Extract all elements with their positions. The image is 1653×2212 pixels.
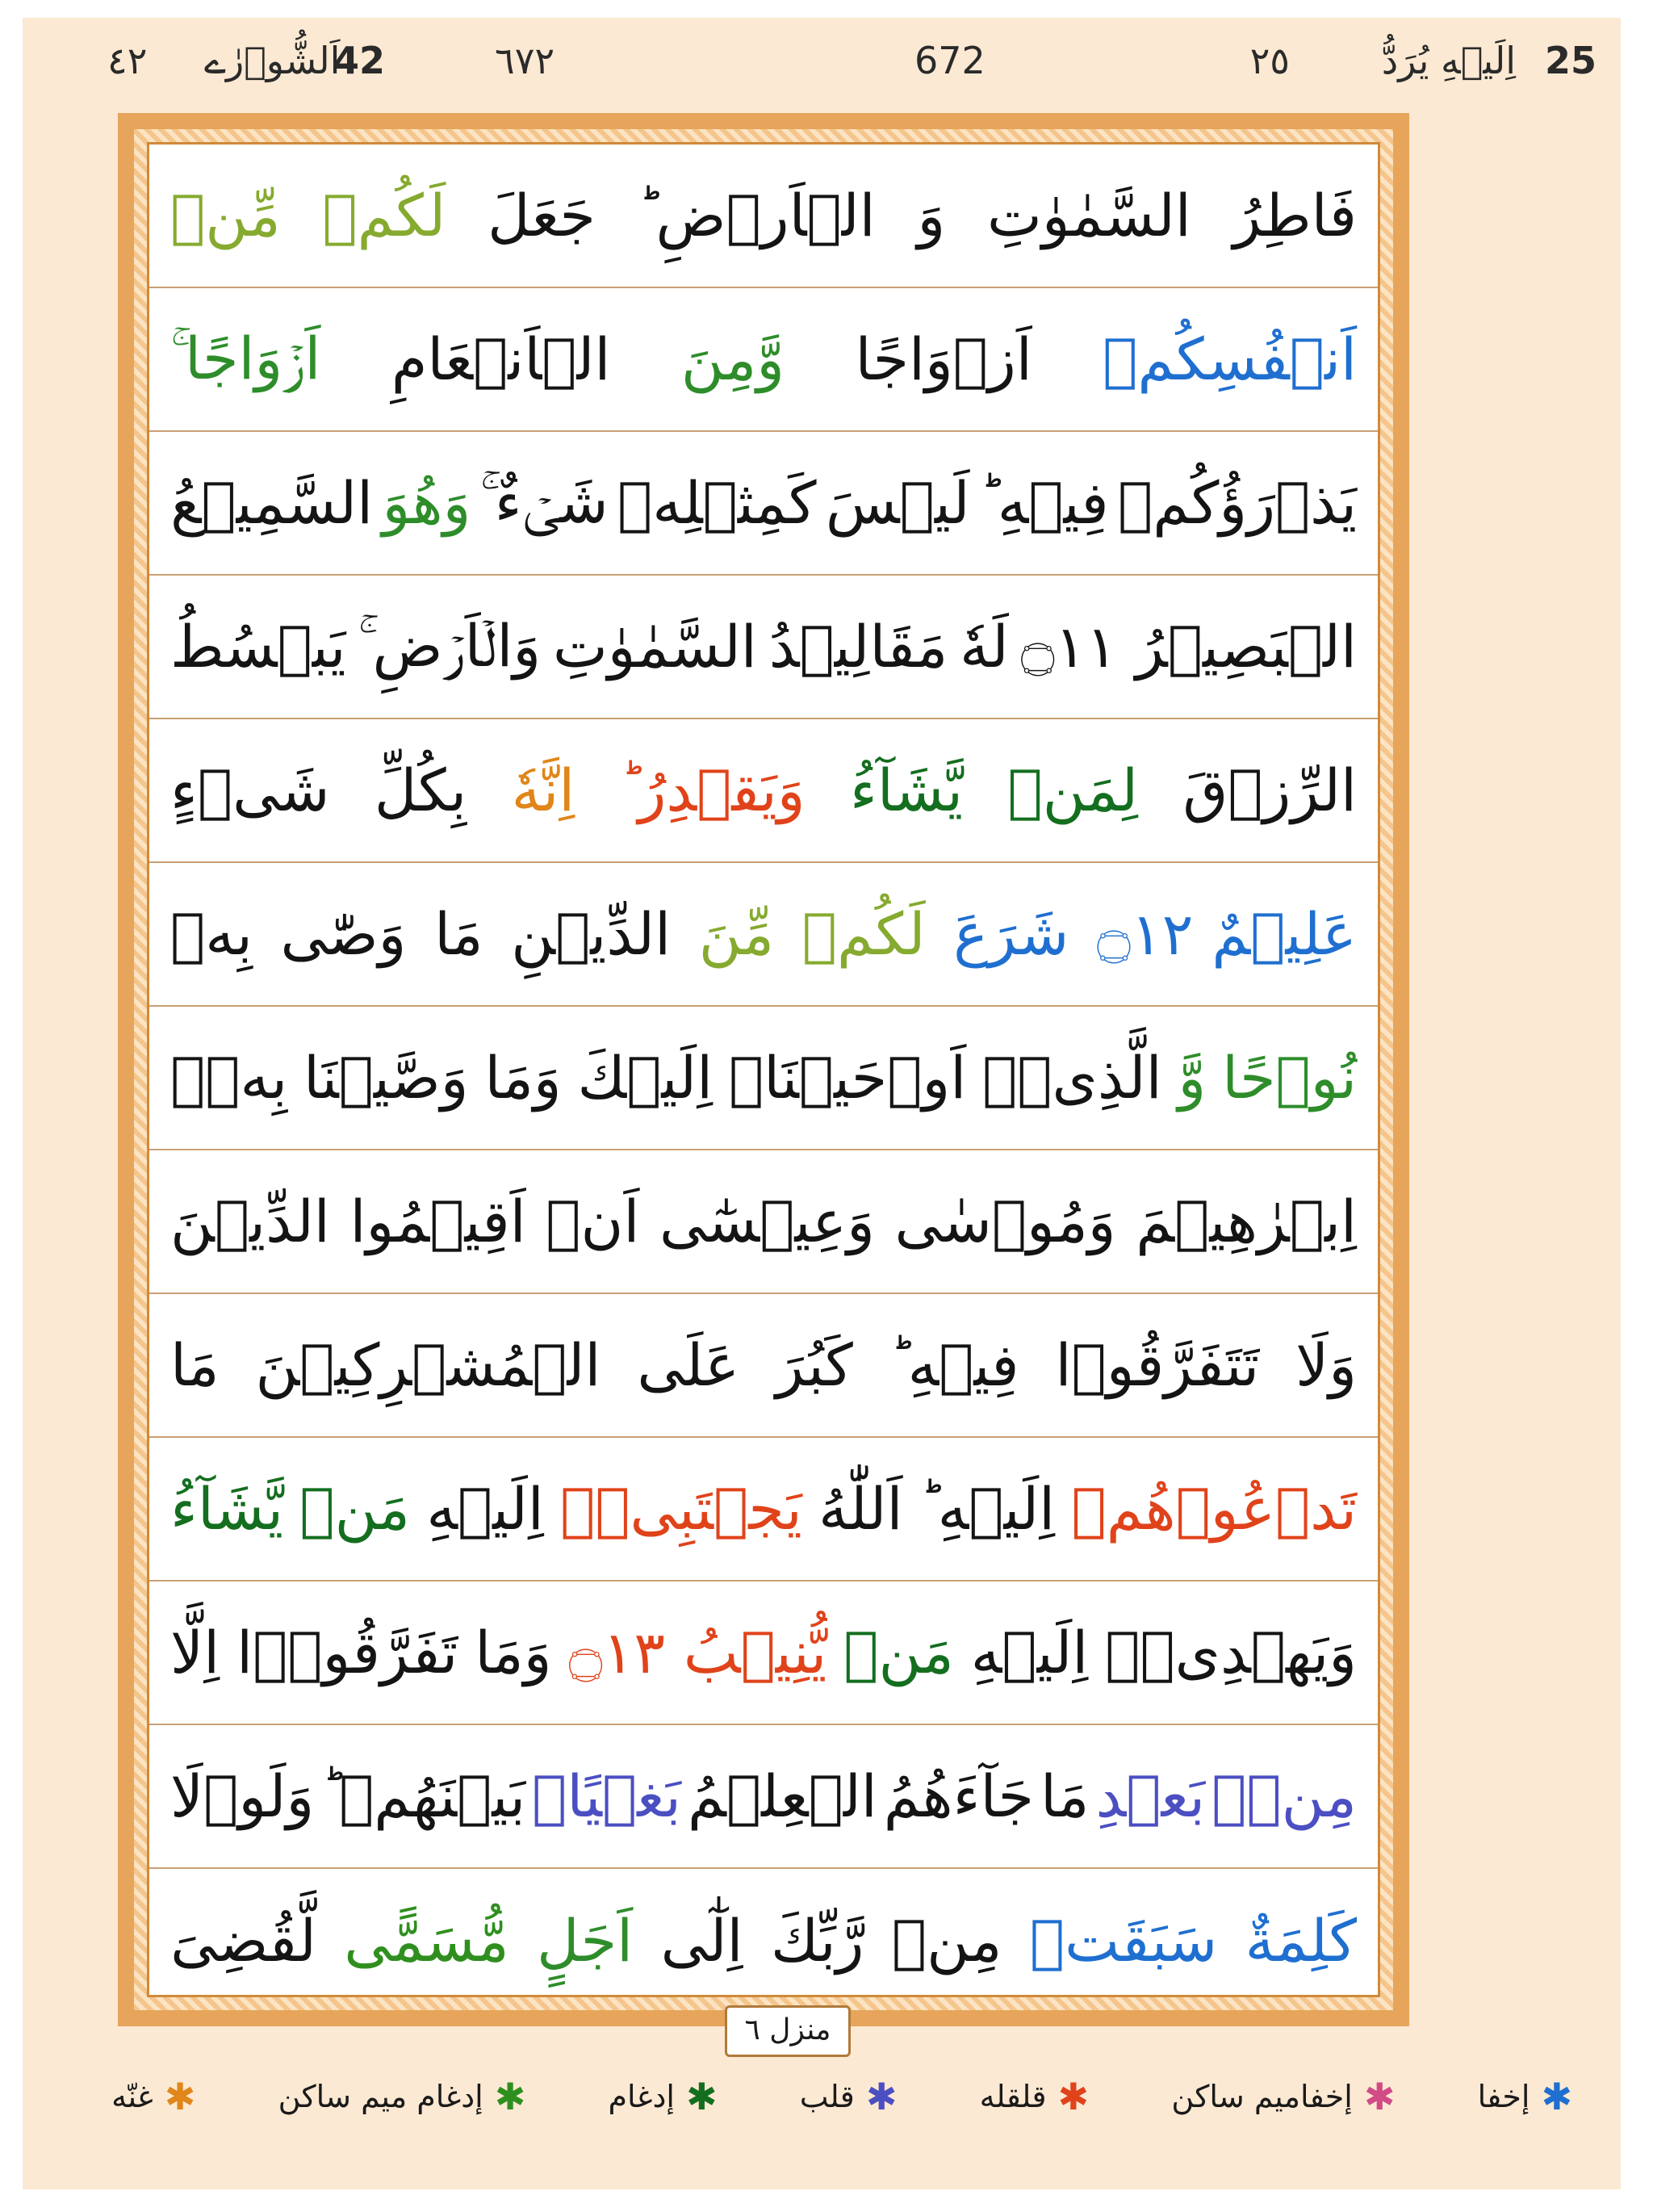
manzil-label: منزل ٦ — [725, 2005, 851, 2057]
star-icon: ✱ — [865, 2075, 898, 2118]
quran-page — [23, 18, 1621, 2189]
juz-number-arabic: ٢٥ — [1249, 39, 1290, 82]
verse-line: وَيَهۡدِىۡۤ اِلَيۡهِ مَنۡ يُّنِيۡبُ ۝١٣ وَمَا تَفَرَّقُوۡۤا اِلَّا — [149, 1581, 1378, 1725]
star-icon: ✱ — [1363, 2075, 1396, 2118]
verse-line: مِنۡۢ بَعۡدِ مَا جَآءَهُمُ الۡعِلۡمُ بَغۡيًاۢ بَيۡنَهُمۡ ؕ وَلَوۡلَا — [149, 1725, 1378, 1869]
verse-line: نُوۡحًا وَّ الَّذِىۡۤ اَوۡحَيۡنَاۤ اِلَيۡكَ وَمَا وَصَّيۡنَا بِهٖۤ — [149, 1007, 1378, 1150]
legend-item: ✱ إخفاميم ساكن — [1171, 2075, 1396, 2118]
verse-line: تَدۡعُوۡهُمۡ اِلَيۡهِ ؕ اَللّٰهُ يَجۡتَبِىۡۤ اِلَيۡهِ مَنۡ يَّشَآءُ — [149, 1438, 1378, 1581]
star-icon: ✱ — [164, 2075, 196, 2118]
ornamental-frame — [118, 113, 1409, 2026]
star-icon: ✱ — [494, 2075, 526, 2118]
page-header — [23, 32, 1621, 97]
verse-line: عَلِيۡمٌ ۝١٢ شَرَعَ لَكُمۡ مِّنَ الدِّيۡنِ مَا وَصّٰى بِهٖ — [149, 863, 1378, 1007]
juz-name: اِلَيۡهِ يُرَدُّ — [1381, 39, 1516, 82]
surah-number-arabic: ٤٢ — [107, 39, 148, 82]
verse-line: كَلِمَةٌ سَبَقَتۡ مِنۡ رَّبِّكَ اِلٰٓى اَجَلٍ مُّسَمًّى لَّقُضِىَ — [170, 1907, 1357, 1975]
verse-line: اَنۡفُسِكُمۡ اَزۡوَاجًا وَّمِنَ الۡاَنۡعَامِ اَزۡوَاجًا ۚ — [149, 288, 1378, 432]
verse-block — [147, 142, 1380, 1997]
star-icon: ✱ — [1541, 2075, 1572, 2118]
verse-line: فَاطِرُ السَّمٰوٰتِ وَ الۡاَرۡضِ ؕ جَعَلَ لَكُمۡ مِّنۡ — [149, 145, 1378, 288]
juz-number: 25 — [1544, 39, 1597, 82]
legend-item: ✱ غنّه — [111, 2075, 196, 2118]
verse-line: وَلَا تَتَفَرَّقُوۡا فِيۡهِ ؕ كَبُرَ عَلَى الۡمُشۡرِكِيۡنَ مَا — [149, 1294, 1378, 1438]
verse-line: الرِّزۡقَ لِمَنۡ يَّشَآءُ وَيَقۡدِرُ ؕ اِنَّهٗ بِكُلِّ شَىۡءٍ — [149, 719, 1378, 863]
legend-item: ✱ إدغام ميم ساكن — [278, 2075, 526, 2118]
star-icon: ✱ — [1057, 2075, 1090, 2118]
legend-item: ✱ قلب — [799, 2075, 898, 2118]
page-number: 672 — [914, 39, 986, 82]
verse-line: يَذۡرَؤُكُمۡ فِيۡهِ ؕ لَيۡسَ كَمِثۡلِهٖ شَىۡءٌ ۚ وَهُوَ السَّمِيۡعُ — [149, 432, 1378, 576]
page-number-arabic: ٦٧٢ — [495, 39, 555, 82]
surah-name: اَلشُّوۡرٰے — [204, 39, 341, 82]
legend-item: ✱ قلقله — [979, 2075, 1090, 2118]
tajweed-legend — [23, 2068, 1621, 2125]
legend-item: ✱ إخفا — [1477, 2075, 1572, 2118]
star-icon: ✱ — [686, 2075, 718, 2118]
verse-line: الۡبَصِيۡرُ ۝١١ لَهٗ مَقَالِيۡدُ السَّمٰوٰتِ وَالۡاَرۡضِ ۚ يَبۡسُطُ — [149, 576, 1378, 719]
legend-item: ✱ إدغام — [608, 2075, 718, 2118]
surah-number: 42 — [333, 39, 386, 82]
verse-line: اِبۡرٰهِيۡمَ وَمُوۡسٰى وَعِيۡسٰٓى اَنۡ اَقِيۡمُوا الدِّيۡنَ — [149, 1150, 1378, 1294]
